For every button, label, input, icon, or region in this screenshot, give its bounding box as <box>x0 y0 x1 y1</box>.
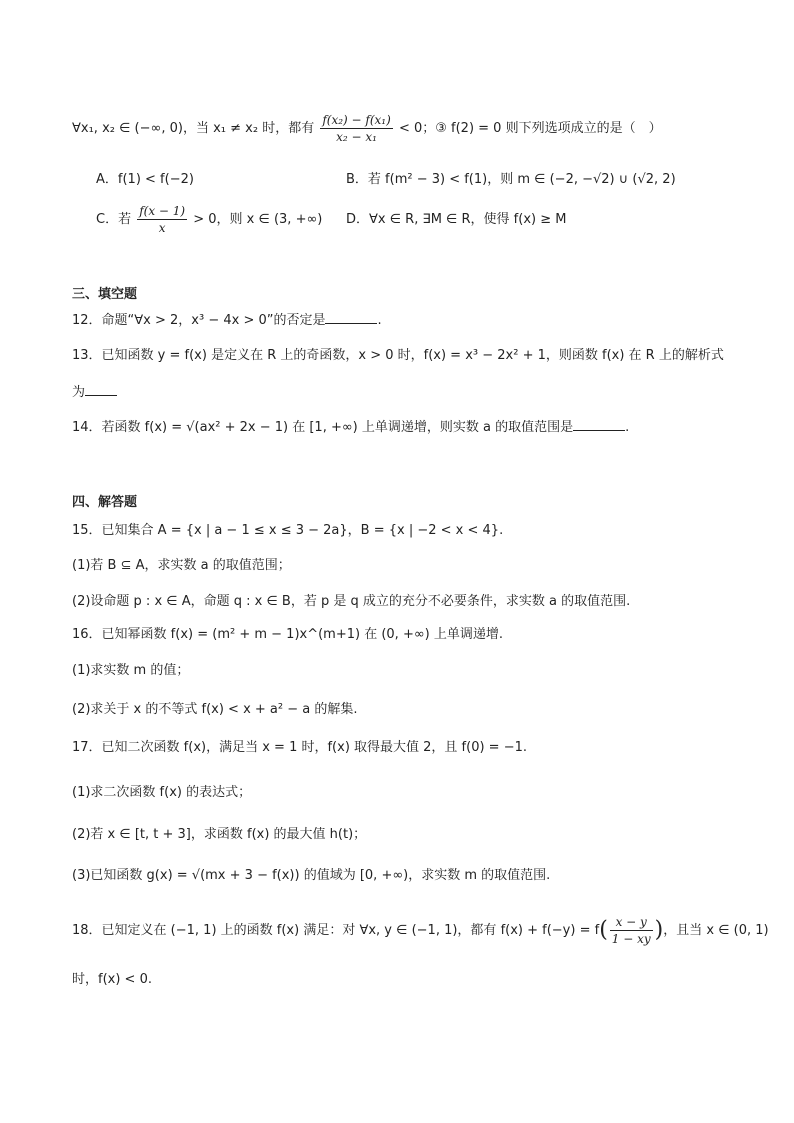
q18-post: ，且当 x ∈ (0, 1) <box>663 923 769 938</box>
q13-line2 <box>72 383 734 403</box>
q14 <box>72 418 734 438</box>
q16-part2: (2)求关于 x 的不等式 f(x) < x + a² − a 的解集. <box>72 702 358 717</box>
q12-end: . <box>377 313 382 328</box>
q15-stem: 15．已知集合 A = {x | a − 1 ≤ x ≤ 3 − 2a}，B = {x | −2 < x < 4}. <box>72 523 504 538</box>
q11-frac-den: x₂ − x₁ <box>336 130 377 144</box>
q11-option-b: B．若 f(m² − 3) < f(1)，则 m ∈ (−2, −√2) ∪ (√2, 2) <box>346 172 676 187</box>
q11-option-c-post: > 0，则 x ∈ (3, +∞) <box>193 212 323 227</box>
q15-part1: (1)若 B ⊆ A，求实数 a 的取值范围； <box>72 558 291 573</box>
q14-answer-blank <box>573 418 625 431</box>
q12-answer-blank <box>325 311 377 324</box>
q12 <box>72 311 734 331</box>
q11-frac-num: f(x₂) − f(x₁) <box>322 113 391 127</box>
q18-pre: 18．已知定义在 (−1, 1) 上的函数 f(x) 满足：对 ∀x, y ∈ (−1, 1)，都有 f(x) + f(−y) = f <box>72 923 600 938</box>
q14-end: . <box>625 420 630 435</box>
q11-fraction <box>320 112 392 145</box>
q11-option-c-den: x <box>158 221 166 235</box>
q18-left-paren: ( <box>599 917 608 943</box>
q13-answer-blank <box>85 383 117 396</box>
q18-line2: 时，f(x) < 0. <box>72 972 152 987</box>
q17-part1: (1)求二次函数 f(x) 的表达式； <box>72 785 252 800</box>
q16-part1: (1)求实数 m 的值； <box>72 663 190 678</box>
q13-line2-text: 为 <box>72 385 86 400</box>
q11-option-c <box>96 203 322 236</box>
q15-part2: (2)设命题 p : x ∈ A，命题 q : x ∈ B，若 p 是 q 成立的充分不必要条件，求实数 a 的取值范围. <box>72 594 631 609</box>
q16-stem: 16．已知幂函数 f(x) = (m² + m − 1)x^(m+1) 在 (0, +∞) 上单调递增. <box>72 627 503 642</box>
q11-part2: < 0；③ f(2) = 0 则下列选项成立的是（ ） <box>398 121 662 136</box>
q18-frac-num: x − y <box>610 914 653 931</box>
q11-option-a: A．f(1) < f(−2) <box>96 172 194 187</box>
q18-fraction <box>610 914 653 947</box>
q14-text: 14．若函数 f(x) = √(ax² + 2x − 1) 在 [1, +∞) 上单调递增，则实数 a 的取值范围是 <box>72 420 574 435</box>
q11-condition-line <box>72 112 734 145</box>
q17-part2: (2)若 x ∈ [t, t + 3]，求函数 f(x) 的最大值 h(t)； <box>72 827 367 842</box>
q11-option-d: D．∀x ∈ R, ∃M ∈ R，使得 f(x) ≥ M <box>346 212 567 227</box>
q18-frac-den: 1 − xy <box>611 932 651 946</box>
q18-line1 <box>72 914 769 947</box>
q12-text: 12．命题“∀x > 2，x³ − 4x > 0”的否定是 <box>72 313 326 328</box>
q11-option-c-pre: C．若 <box>96 212 132 227</box>
section-3-title: 三、填空题 <box>72 287 138 302</box>
section-4-title: 四、解答题 <box>72 495 138 510</box>
q18-right-paren: ) <box>654 917 664 943</box>
q11-part1: ∀x₁, x₂ ∈ (−∞, 0)，当 x₁ ≠ x₂ 时，都有 <box>72 121 315 136</box>
q11-option-c-num: f(x − 1) <box>139 204 186 218</box>
q17-stem: 17．已知二次函数 f(x)，满足当 x = 1 时，f(x) 取得最大值 2，且 f(0) = −1. <box>72 740 528 755</box>
q13-line1: 13．已知函数 y = f(x) 是定义在 R 上的奇函数，x > 0 时，f(x) = x³ − 2x² + 1，则函数 f(x) 在 R 上的解析式 <box>72 348 724 363</box>
q11-option-c-fraction <box>137 203 187 236</box>
q17-part3: (3)已知函数 g(x) = √(mx + 3 − f(x)) 的值域为 [0, +∞)，求实数 m 的取值范围. <box>72 868 551 883</box>
